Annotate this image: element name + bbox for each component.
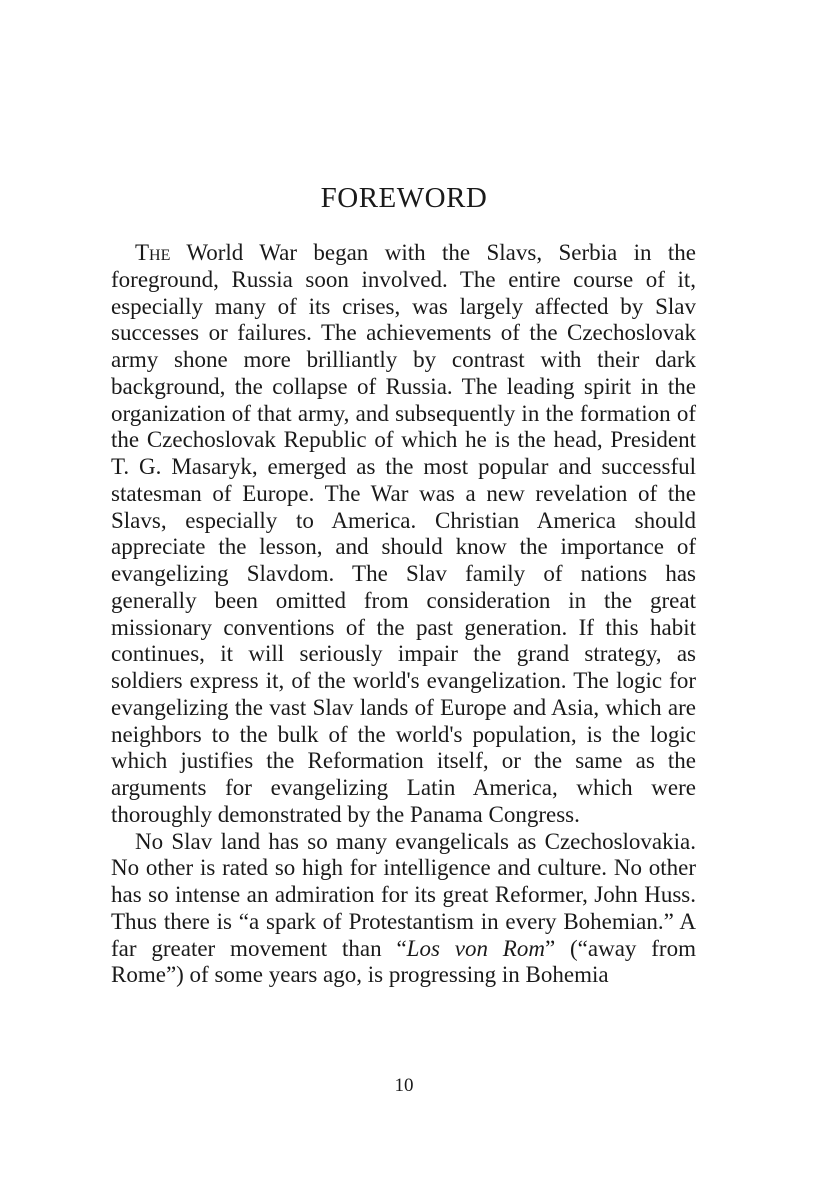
page-title: FOREWORD (320, 182, 488, 214)
paragraph-1-text: World War began with the Slavs, Serbia in the foreground, Russia soon involved. The entire course of it, especially many of its crises, was largely affected by Slav successes or failures. The achievements of the Czechoslovak army shone more brilliantly by contrast with their dark background, the collapse of Russia. The leading spirit in the organization of that army, and subsequently in the formation of the Czechoslovak Republic of which he is the head, President T. G. Masaryk, emerged as the most popular and successful statesman of Europe. The War was a new revelation of the Slavs, especially to America. Christian America should appreciate the lesson, and should know the importance of evangelizing Slavdom. The Slav family of nations has generally been omitted from consideration in the great missionary conventions of the past generation. If this habit continues, it will seriously impair the grand strategy, as soldiers express it, of the world's evangelization. The logic for evangelizing the vast Slav lands of Europe and Asia, which are neighbors to the bulk of the world's population, is the logic which justifies the Reformation itself, or the same as the arguments for evangelizing Latin America, which were thoroughly demonstrated by the Panama Congress. (111, 240, 696, 827)
page-number: 10 (394, 1075, 414, 1096)
paragraph-2-italic-phrase: Los von Rom (406, 935, 545, 961)
paragraph-2-text-end: ” (“away from Rome”) of some years ago, is progressing in Bohemia (111, 935, 696, 988)
paragraph-2 (111, 829, 696, 990)
paragraph-1-lead: The (135, 240, 171, 265)
body-text (111, 240, 696, 989)
paragraph-1 (111, 240, 696, 829)
paragraph-2-text-start: No Slav land has so many evangelicals as Czechoslovakia. No other is rated so high for intelligence and culture. No other has so intense an admiration for its great Reformer, John Huss. Thus there is “a spark of Protestantism in every Bohemian.” A far greater movement than “ (111, 828, 696, 961)
